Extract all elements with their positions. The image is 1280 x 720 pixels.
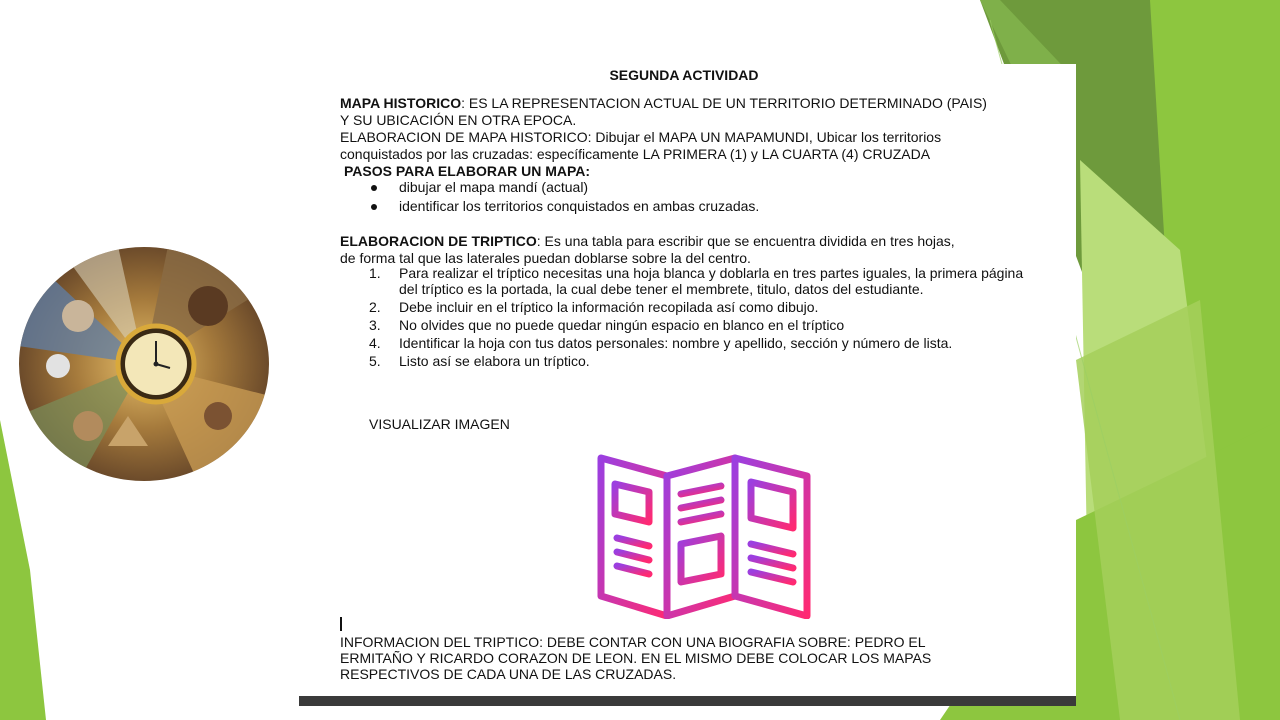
step-number: 5. — [369, 353, 381, 369]
mapa-historico-elaboration-line1: ELABORACION DE MAPA HISTORICO: Dibujar el MAPA UN MAPAMUNDI, Ubicar los territorios — [340, 129, 942, 145]
text-cursor — [340, 617, 342, 631]
triptico-info — [340, 634, 990, 682]
step-text: Para realizar el tríptico necesitas una hoja blanca y doblarla en tres partes iguales, la primera página del tríptico es la portada, la cual debe tener el membrete, titulo, datos del estudiante. — [399, 265, 1024, 297]
visualize-image-label: VISUALIZAR IMAGEN — [369, 416, 510, 432]
mapa-historico-definition-line1: : ES LA REPRESENTACION ACTUAL DE UN TERRITORIO DETERMINADO (PAIS) — [461, 95, 987, 111]
triptico-steps — [369, 265, 1037, 371]
brochure-icon — [597, 454, 813, 619]
list-item — [369, 317, 1037, 333]
mapa-historico-definition-line2: Y SU UBICACIÓN EN OTRA EPOCA. — [340, 112, 577, 128]
history-clock-image — [18, 246, 270, 482]
step-text: No olvides que no puede quedar ningún espacio en blanco en el tríptico — [399, 317, 845, 333]
list-item: dibujar el mapa mandí (actual) — [369, 179, 969, 198]
info-line1: INFORMACION DEL TRIPTICO: DEBE CONTAR CON UNA BIOGRAFIA SOBRE: PEDRO EL — [340, 634, 926, 650]
pasos-list — [369, 179, 969, 217]
pasos-heading: PASOS PARA ELABORAR UN MAPA: — [344, 163, 591, 179]
triptico-definition-line2: de forma tal que las laterales puedan doblarse sobre la del centro. — [340, 250, 751, 266]
info-line3: RESPECTIVOS DE CADA UNA DE LAS CRUZADAS. — [340, 666, 677, 682]
list-item: identificar los territorios conquistados en ambas cruzadas. — [369, 198, 969, 217]
list-item — [369, 299, 1037, 315]
step-text: Listo así se elabora un tríptico. — [399, 353, 590, 369]
triptico-definition — [340, 233, 1040, 249]
mapa-historico-heading: MAPA HISTORICO — [340, 95, 462, 111]
step-number: 1. — [369, 265, 381, 281]
triptico-definition-line1: : Es una tabla para escribir que se encuentra dividida en tres hojas, — [536, 233, 955, 249]
mapa-historico-elaboration-line2: conquistados por las cruzadas: específicamente LA PRIMERA (1) y LA CUARTA (4) CRUZADA — [340, 146, 931, 162]
list-item — [369, 265, 1037, 297]
step-number: 3. — [369, 317, 381, 333]
document-title: SEGUNDA ACTIVIDAD — [609, 67, 759, 83]
step-text: Debe incluir en el tríptico la información recopilada así como dibujo. — [399, 299, 819, 315]
step-text: Identificar la hoja con tus datos personales: nombre y apellido, sección y número de lista. — [399, 335, 953, 351]
list-item — [369, 335, 1037, 351]
step-number: 4. — [369, 335, 381, 351]
document-bottom-bar — [299, 696, 1076, 706]
list-item — [369, 353, 1037, 369]
triptico-heading: ELABORACION DE TRIPTICO — [340, 233, 537, 249]
step-number: 2. — [369, 299, 381, 315]
activity-document — [299, 64, 1076, 706]
info-line2: ERMITAÑO Y RICARDO CORAZON DE LEON. EN EL MISMO DEBE COLOCAR LOS MAPAS — [340, 650, 932, 666]
mapa-historico-definition — [340, 95, 1040, 111]
